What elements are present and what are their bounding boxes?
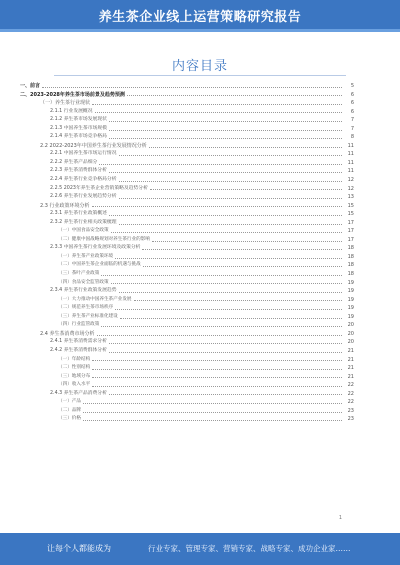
- toc-entry-title: （二）性别结构: [58, 365, 91, 371]
- toc-entry-title: 2.3.4 养生茶行业政策发展趋势: [50, 288, 117, 294]
- toc-entry[interactable]: [20, 133, 354, 142]
- toc-entry-title: （一）中国食品安全政策: [58, 228, 109, 234]
- toc-entry[interactable]: [20, 244, 354, 253]
- toc-entry-title: （三）养生茶产业标准化建设: [58, 313, 118, 319]
- toc-entry-page: 7: [350, 117, 354, 124]
- toc-entry[interactable]: [20, 261, 354, 270]
- toc-entry-title: （四）食品安全监管政策: [58, 279, 109, 285]
- table-of-contents: [20, 82, 354, 424]
- report-header: [0, 0, 400, 29]
- toc-entry-title: （二）品牌: [58, 407, 81, 413]
- toc-entry[interactable]: [20, 167, 354, 176]
- header-accent-bar: [0, 29, 400, 32]
- toc-dot-leader: [83, 412, 342, 413]
- toc-entry-page: 12: [347, 185, 354, 192]
- toc-entry-title: 一、前言: [20, 83, 41, 89]
- toc-entry[interactable]: [20, 219, 354, 228]
- toc-entry[interactable]: [20, 364, 354, 373]
- toc-entry-title: （二）规范养生茶市场秩序: [58, 305, 114, 311]
- toc-divider: [54, 75, 346, 76]
- toc-entry-page: 15: [347, 211, 354, 218]
- toc-entry-title: 2.2.4 养生茶行业竞争格局分析: [50, 177, 117, 183]
- toc-entry-title: （一）大力推动中国养生茶产业发展: [58, 296, 132, 302]
- toc-entry[interactable]: [20, 159, 354, 168]
- toc-entry-page: 21: [347, 356, 354, 363]
- toc-entry[interactable]: [20, 287, 354, 296]
- footer-slogan: 让每个人都能成为: [47, 544, 111, 553]
- toc-dot-leader: [99, 164, 342, 165]
- toc-entry[interactable]: [20, 313, 354, 322]
- toc-entry[interactable]: [20, 347, 354, 356]
- toc-dot-leader: [92, 377, 342, 378]
- toc-entry-title: 2.4 养生茶消费市场分析: [40, 330, 95, 337]
- toc-entry-page: 6: [350, 108, 354, 115]
- toc-entry-page: 22: [347, 382, 354, 389]
- toc-entry[interactable]: [20, 304, 354, 313]
- toc-entry[interactable]: [20, 356, 354, 365]
- toc-dot-leader: [111, 283, 342, 284]
- toc-entry-page: 8: [350, 134, 354, 141]
- toc-dot-leader: [149, 147, 342, 148]
- toc-entry-title: （二）健康中国战略规划对养生茶行业的影响: [58, 236, 150, 242]
- toc-entry[interactable]: [20, 193, 354, 202]
- toc-dot-leader: [92, 206, 342, 207]
- toc-dot-leader: [152, 241, 342, 242]
- toc-dot-leader: [95, 112, 342, 113]
- toc-dot-leader: [92, 386, 342, 387]
- toc-dot-leader: [119, 292, 343, 293]
- toc-dot-leader: [101, 275, 342, 276]
- toc-entry-page: 18: [347, 271, 354, 278]
- toc-entry-title: 2.4.1 养生茶消费需求分析: [50, 339, 107, 345]
- toc-entry[interactable]: [20, 116, 354, 125]
- toc-dot-leader: [143, 266, 342, 267]
- toc-entry-page: 13: [347, 194, 354, 201]
- toc-entry-page: 12: [347, 177, 354, 184]
- toc-entry-title: 2.1.2 养生茶市场发展现状: [50, 117, 107, 123]
- toc-dot-leader: [109, 121, 342, 122]
- toc-entry[interactable]: [20, 407, 354, 416]
- toc-dot-leader: [119, 224, 343, 225]
- toc-entry-page: 11: [347, 168, 354, 175]
- toc-entry[interactable]: [20, 330, 354, 339]
- toc-dot-leader: [109, 215, 342, 216]
- toc-entry-title: 2.1.1 行业发展概况: [50, 108, 93, 114]
- toc-entry[interactable]: [20, 125, 354, 134]
- toc-heading: 内容目录: [171, 59, 228, 74]
- toc-entry-title: 2.4.3 养生茶产品消费分析: [50, 390, 107, 396]
- toc-entry-page: 21: [347, 347, 354, 354]
- toc-entry-title: （三）价格: [58, 416, 81, 422]
- toc-entry-title: （三）地域分布: [58, 373, 91, 379]
- toc-entry-title: 2.3.3 中国养生茶行业发展环境及政策分析: [50, 245, 141, 251]
- toc-entry-page: 6: [350, 91, 354, 98]
- toc-dot-leader: [120, 318, 342, 319]
- toc-entry[interactable]: [20, 270, 354, 279]
- toc-entry[interactable]: [20, 415, 354, 424]
- toc-entry[interactable]: [20, 210, 354, 219]
- toc-entry[interactable]: [20, 150, 354, 159]
- toc-entry-page: 21: [347, 373, 354, 380]
- toc-entry-page: 19: [347, 305, 354, 312]
- report-title: 养生茶企业线上运营策略研究报告: [98, 10, 302, 25]
- toc-entry-page: 11: [347, 142, 354, 149]
- toc-entry-page: 11: [347, 151, 354, 158]
- toc-dot-leader: [119, 155, 343, 156]
- toc-dot-leader: [101, 326, 342, 327]
- footer-roles: 行业专家、管理专家、营销专家、战略专家、成功企业家……: [148, 544, 351, 553]
- toc-entry-page: 20: [347, 339, 354, 346]
- toc-dot-leader: [115, 258, 342, 259]
- toc-entry[interactable]: [20, 321, 354, 330]
- report-footer: [0, 533, 400, 565]
- toc-entry-page: 18: [347, 253, 354, 260]
- toc-entry-page: 20: [347, 322, 354, 329]
- toc-entry[interactable]: [20, 236, 354, 245]
- toc-entry[interactable]: [20, 108, 354, 117]
- toc-entry[interactable]: [20, 398, 354, 407]
- toc-entry[interactable]: [20, 185, 354, 194]
- toc-dot-leader: [115, 309, 342, 310]
- toc-dot-leader: [109, 352, 342, 353]
- toc-dot-leader: [92, 360, 342, 361]
- toc-entry[interactable]: [20, 338, 354, 347]
- toc-dot-leader: [119, 198, 343, 199]
- toc-entry-title: 2.3.1 养生茶行业政策概述: [50, 211, 107, 217]
- toc-entry[interactable]: [20, 296, 354, 305]
- toc-entry-page: 15: [347, 202, 354, 209]
- page-number: 1: [338, 515, 342, 521]
- toc-entry-title: 2.1.4 养生茶市场竞争格局: [50, 134, 107, 140]
- toc-entry-title: （一）养生茶行业现状: [40, 100, 91, 107]
- toc-entry-page: 20: [347, 330, 354, 337]
- toc-entry-title: （一）产品: [58, 399, 81, 405]
- toc-entry-title: （四）行业监管政策: [58, 322, 100, 328]
- toc-entry-title: 2.2.6 养生茶行业发展趋势分析: [50, 194, 117, 200]
- toc-dot-leader: [142, 249, 342, 250]
- toc-entry-title: 2.2.3 养生茶消费群体分析: [50, 168, 107, 174]
- toc-entry-page: 19: [347, 313, 354, 320]
- toc-entry[interactable]: [20, 82, 354, 91]
- toc-dot-leader: [109, 394, 342, 395]
- toc-entry[interactable]: [20, 91, 354, 100]
- toc-entry-page: 19: [347, 296, 354, 303]
- toc-entry-page: 22: [347, 399, 354, 406]
- toc-entry-page: 19: [347, 279, 354, 286]
- toc-entry-title: 2.2.1 中国养生茶市场运行情况: [50, 151, 117, 157]
- toc-dot-leader: [109, 138, 342, 139]
- toc-entry[interactable]: [20, 227, 354, 236]
- toc-entry-title: （一）养生茶产业政策环境: [58, 253, 114, 259]
- toc-dot-leader: [134, 300, 342, 301]
- toc-dot-leader: [83, 403, 342, 404]
- toc-entry-page: 6: [350, 100, 354, 107]
- toc-entry-page: 18: [347, 245, 354, 252]
- toc-entry[interactable]: [20, 202, 354, 211]
- toc-dot-leader: [42, 87, 342, 88]
- toc-entry-title: （三）茶叶产业政策: [58, 271, 100, 277]
- toc-entry-page: 17: [347, 219, 354, 226]
- toc-entry[interactable]: [20, 253, 354, 262]
- toc-dot-leader: [127, 95, 342, 96]
- toc-entry[interactable]: [20, 99, 354, 108]
- toc-entry[interactable]: [20, 142, 354, 151]
- toc-dot-leader: [83, 420, 342, 421]
- toc-entry-title: 2.3.2 养生茶行业相关政策梳理: [50, 219, 117, 225]
- toc-entry[interactable]: [20, 176, 354, 185]
- toc-dot-leader: [109, 130, 342, 131]
- toc-entry[interactable]: [20, 390, 354, 399]
- toc-entry-page: 18: [347, 262, 354, 269]
- toc-dot-leader: [97, 335, 342, 336]
- toc-entry-page: 17: [347, 228, 354, 235]
- toc-entry[interactable]: [20, 381, 354, 390]
- toc-entry-page: 21: [347, 365, 354, 372]
- toc-entry-title: （一）年龄结构: [58, 356, 91, 362]
- toc-entry-title: 2.2 2022-2023年中国养生茶行业发展情况分析: [40, 142, 147, 149]
- toc-entry-page: 5: [350, 83, 354, 89]
- toc-entry-title: 2.1.3 中国养生茶市场规模: [50, 125, 107, 131]
- toc-dot-leader: [119, 181, 343, 182]
- toc-entry-title: 2.3 行业政策环境分析: [40, 202, 90, 209]
- toc-dot-leader: [92, 104, 342, 105]
- toc-entry-page: 7: [350, 125, 354, 132]
- toc-entry-title: 二、2023-2028年养生茶市场前景及趋势预测: [20, 91, 125, 98]
- toc-dot-leader: [109, 343, 342, 344]
- toc-entry-page: 23: [347, 407, 354, 414]
- toc-entry-title: 2.2.2 养生茶产品细分: [50, 159, 98, 165]
- toc-entry-page: 19: [347, 288, 354, 295]
- toc-dot-leader: [109, 172, 342, 173]
- toc-entry-page: 17: [347, 236, 354, 243]
- toc-dot-leader: [92, 369, 342, 370]
- toc-entry-title: （四）收入水平: [58, 382, 91, 388]
- toc-entry-page: 23: [347, 416, 354, 423]
- toc-dot-leader: [111, 232, 342, 233]
- toc-entry-title: 2.4.2 养生茶消费群体分析: [50, 347, 107, 353]
- toc-dot-leader: [150, 189, 342, 190]
- toc-entry-page: 22: [347, 390, 354, 397]
- toc-entry[interactable]: [20, 373, 354, 382]
- toc-entry-title: 2.2.5 2023年养生茶企业营销策略及趋势分析: [50, 185, 148, 191]
- toc-entry-title: （二）中国养生茶企业面临的机遇与挑战: [58, 262, 141, 268]
- toc-entry[interactable]: [20, 279, 354, 288]
- toc-entry-page: 11: [347, 159, 354, 166]
